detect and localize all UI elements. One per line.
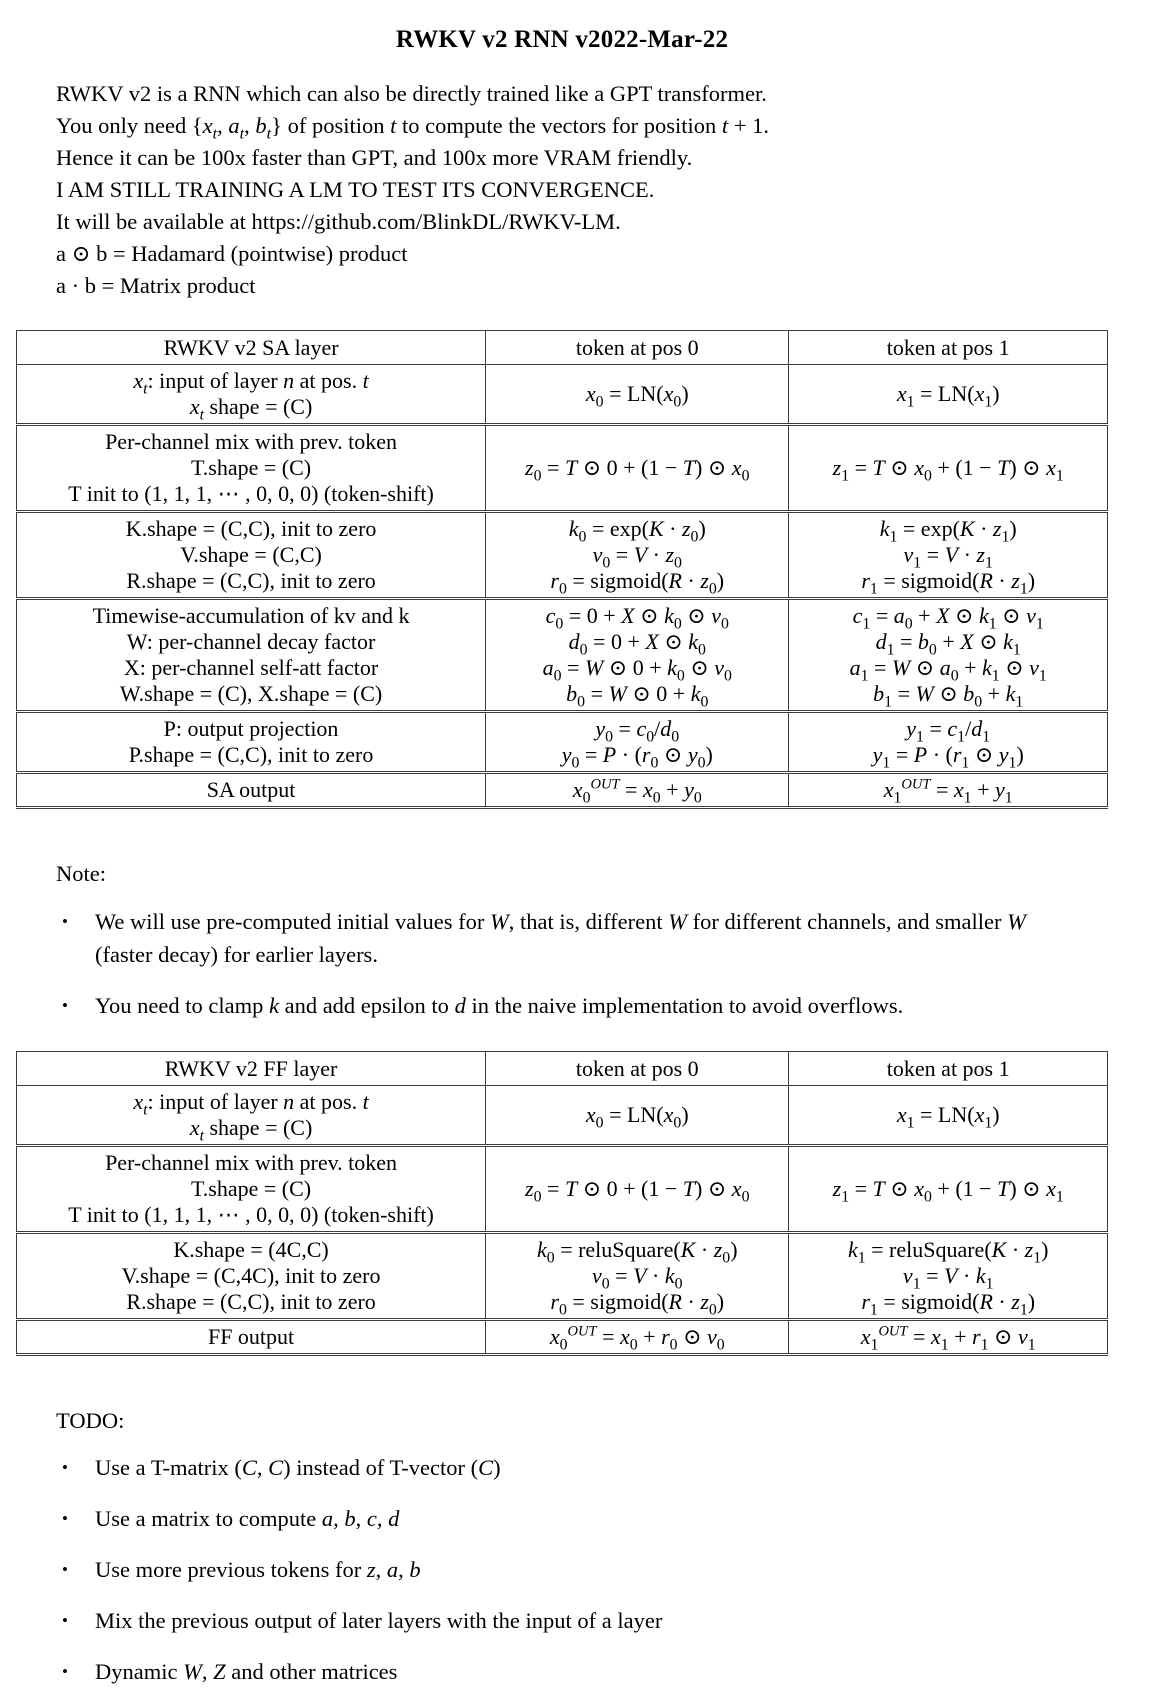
todo-bullet-text: Use a T-matrix (C, C) instead of T-vector (C) <box>95 1455 501 1480</box>
list-item <box>58 989 1083 1023</box>
pos1-formula-cell: $x_1 = LN(x_1)$ <box>789 365 1108 425</box>
pos1-formula-cell: $x_1^{OUT} = x_1 + r_1$ ⊙ $v_1$ <box>789 1320 1108 1355</box>
todo-bullet-text: Dynamic W, Z and other matrices <box>95 1659 398 1684</box>
intro-line: Hence it can be 100x faster than GPT, and 100x more VRAM friendly. <box>56 145 693 170</box>
intro-line-url: It will be available at https://github.com/BlinkDL/RWKV-LM. <box>56 209 621 234</box>
todo-bullet-text: Use a matrix to compute a, b, c, d <box>95 1506 400 1531</box>
note-heading: Note: <box>56 861 106 886</box>
pos0-formula-cell: $k_0$ = reluSquare(K · $z_0$) $v_0 = V \cdot k_0$ $r_0$ = sigmoid(R · $z_0$) <box>486 1233 789 1320</box>
table-row <box>17 512 1108 599</box>
table-row <box>17 1086 1108 1146</box>
intro-line: I AM STILL TRAINING A LM TO TEST ITS CONVERGENCE. <box>56 177 655 202</box>
pos1-formula-cell: $x_1^{OUT} = x_1 + y_1$ <box>789 773 1108 808</box>
sa-table-title: RWKV v2 SA layer <box>17 331 486 365</box>
column-header-pos0: token at pos 0 <box>486 1052 789 1086</box>
list-item <box>58 1502 1083 1536</box>
list-item <box>58 1604 1083 1638</box>
pos1-formula-cell: $c_1 = a_0 + X$ ⊙ $k_1$ ⊙ $v_1$ $d_1 = b_0 + X$ ⊙ $k_1$ $a_1 = W$ ⊙ $a_0 + k_1$ ⊙ $v_1$ $b_1 = W$ ⊙ $b_0 + k_1$ <box>789 599 1108 712</box>
intro-paragraph <box>56 78 1170 302</box>
intro-line: a ⊙ b = Hadamard (pointwise) product <box>56 241 408 266</box>
pos0-formula-cell: $x_0^{OUT} = x_0 + y_0$ <box>486 773 789 808</box>
bullet-marker: • <box>62 1560 68 1579</box>
row-label-cell: $x_t$: input of layer n at pos. t $x_t$ shape = (C) <box>133 1089 369 1145</box>
todo-list <box>58 1451 1170 1689</box>
table-row <box>17 425 1108 512</box>
pos0-formula-cell: $y_0 = c_0/d_0$ $y_0 = P \cdot (r_0$ ⊙ $y_0$) <box>486 712 789 773</box>
bullet-marker: • <box>62 996 68 1015</box>
table-row <box>17 712 1108 773</box>
pos1-formula-cell: $k_1 = \exp(K \cdot z_1)$ $v_1 = V \cdot z_1$ $r_1$ = sigmoid(R · $z_1$) <box>789 512 1108 599</box>
note-bullet-text: You need to clamp k and add epsilon to d in the naive implementation to avoid overflows. <box>95 993 904 1018</box>
intro-line: a · b = Matrix product <box>56 273 256 298</box>
row-label-cell: SA output <box>17 773 486 808</box>
pos1-formula-cell: $z_1 = T$ ⊙ $x_0 + (1 - T)$ ⊙ $x_1$ <box>789 1146 1108 1233</box>
pos0-formula-cell: $x_0 = LN(x_0)$ <box>486 365 789 425</box>
row-label-cell: Timewise-accumulation of kv and k W: per-channel decay factor X: per-channel self-att factor W.shape = (C), X.shape = (C) <box>17 599 486 712</box>
todo-bullet-text: Mix the previous output of later layers with the input of a layer <box>95 1608 663 1633</box>
pos1-formula-cell: $x_1 = LN(x_1)$ <box>789 1086 1108 1146</box>
list-item <box>58 905 1083 971</box>
column-header-pos1: token at pos 1 <box>789 331 1108 365</box>
pos1-formula-cell: $z_1 = T$ ⊙ $x_0 + (1 - T)$ ⊙ $x_1$ <box>789 425 1108 512</box>
row-label-cell: $x_t$: input of layer n at pos. t $x_t$ shape = (C) <box>133 368 369 424</box>
bullet-marker: • <box>62 1509 68 1528</box>
todo-bullet-text: Use more previous tokens for z, a, b <box>95 1557 421 1582</box>
sa-layer-table <box>16 330 1108 809</box>
row-label-cell: Per-channel mix with prev. token T.shape = (C) T init to (1, 1, 1, ⋯ , 0, 0, 0) (token-shift) <box>17 1146 486 1233</box>
intro-line: You only need {$x_t$, $a_t$, $b_t$} of position t to compute the vectors for position t + 1. <box>56 113 770 143</box>
page-title: RWKV v2 RNN v2022-Mar-22 <box>395 26 729 53</box>
pos0-formula-cell: $k_0 = \exp(K \cdot z_0)$ $v_0 = V \cdot z_0$ $r_0$ = sigmoid(R · $z_0$) <box>486 512 789 599</box>
pos1-formula-cell: $k_1$ = reluSquare(K · $z_1$) $v_1 = V \cdot k_1$ $r_1$ = sigmoid(R · $z_1$) <box>789 1233 1108 1320</box>
table-header-row <box>17 1052 1108 1086</box>
list-item <box>58 1553 1083 1587</box>
intro-line: RWKV v2 is a RNN which can also be directly trained like a GPT transformer. <box>56 81 767 106</box>
table-row <box>17 1320 1108 1355</box>
list-item <box>58 1655 1083 1689</box>
list-item <box>58 1451 1083 1485</box>
row-label-cell: K.shape = (C,C), init to zero V.shape = (C,C) R.shape = (C,C), init to zero <box>17 512 486 599</box>
note-list <box>58 905 1170 1023</box>
pos0-formula-cell: $c_0 = 0 + X$ ⊙ $k_0$ ⊙ $v_0$ $d_0 = 0 + X$ ⊙ $k_0$ $a_0 = W$ ⊙ $0 + k_0$ ⊙ $v_0$ $b_0 = W$ ⊙ $0 + k_0$ <box>486 599 789 712</box>
pos0-formula-cell: $x_0^{OUT} = x_0 + r_0$ ⊙ $v_0$ <box>486 1320 789 1355</box>
pos0-formula-cell: $z_0 = T$ ⊙ 0 + (1 − T) ⊙ $x_0$ <box>486 425 789 512</box>
row-label-cell: FF output <box>17 1320 486 1355</box>
ff-layer-table <box>16 1051 1108 1356</box>
row-label-cell: Per-channel mix with prev. token T.shape = (C) T init to (1, 1, 1, ⋯ , 0, 0, 0) (token-shift) <box>17 425 486 512</box>
table-header-row <box>17 331 1108 365</box>
table-row <box>17 365 1108 425</box>
table-row <box>17 1146 1108 1233</box>
bullet-marker: • <box>62 1458 68 1477</box>
bullet-marker: • <box>62 1611 68 1630</box>
column-header-pos0: token at pos 0 <box>486 331 789 365</box>
row-label-cell: K.shape = (4C,C) V.shape = (C,4C), init to zero R.shape = (C,C), init to zero <box>17 1233 486 1320</box>
table-row <box>17 773 1108 808</box>
pos0-formula-cell: $x_0 = LN(x_0)$ <box>486 1086 789 1146</box>
column-header-pos1: token at pos 1 <box>789 1052 1108 1086</box>
note-bullet-text: We will use pre-computed initial values for W, that is, different W for different channels, and smaller W (faster decay) for earlier layers. <box>95 909 1026 967</box>
bullet-marker: • <box>62 912 68 931</box>
bullet-marker: • <box>62 1662 68 1681</box>
table-row <box>17 599 1108 712</box>
ff-table-title: RWKV v2 FF layer <box>17 1052 486 1086</box>
table-row <box>17 1233 1108 1320</box>
pos0-formula-cell: $z_0 = T$ ⊙ 0 + (1 − T) ⊙ $x_0$ <box>486 1146 789 1233</box>
todo-heading: TODO: <box>56 1408 125 1433</box>
row-label-cell: P: output projection P.shape = (C,C), init to zero <box>17 712 486 773</box>
pos1-formula-cell: $y_1 = c_1/d_1$ $y_1 = P \cdot (r_1$ ⊙ $y_1$) <box>789 712 1108 773</box>
